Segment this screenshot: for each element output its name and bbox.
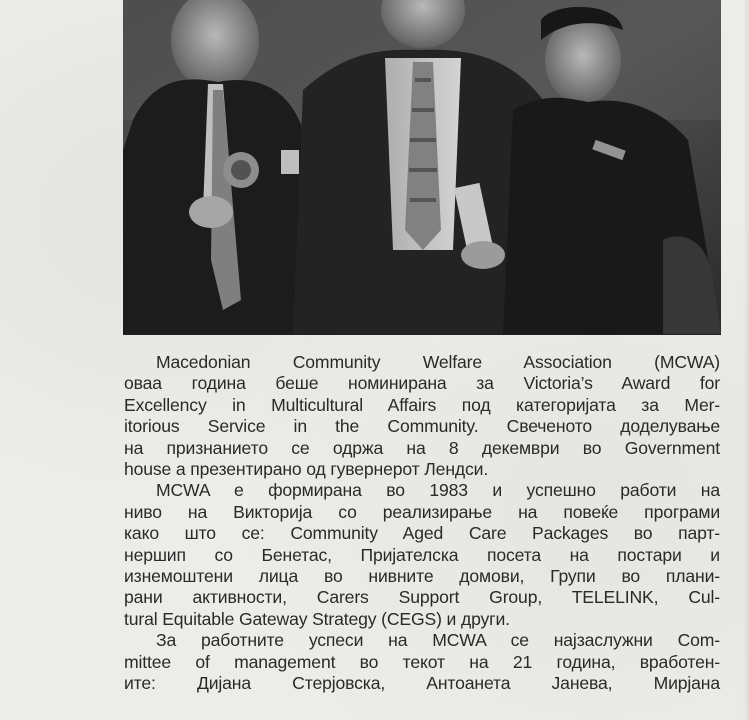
- page-edge-shadow: [743, 0, 749, 720]
- article-line: рани активности, Carers Support Group, TELELINK, Cul-: [124, 587, 720, 608]
- article-line: ниво на Викторија со реализирање на повеќе програми: [124, 501, 720, 522]
- article-body: [124, 352, 720, 695]
- article-line: нершип со Бенетас, Пријателска посета на постари и: [124, 544, 720, 565]
- article-line: како што се: Community Aged Care Packages во парт-: [124, 523, 720, 544]
- news-photo-image: [123, 0, 721, 334]
- article-paragraph-1: [124, 352, 720, 480]
- article-line: на признанието се одржа на 8 декември во Government: [124, 437, 720, 458]
- article-paragraph-3: [124, 630, 720, 694]
- article-line: tural Equitable Gateway Strategy (CEGS) и други.: [124, 608, 510, 629]
- article-paragraph-2: [124, 480, 720, 630]
- article-line: За работните успеси на MCWA се најзаслужни Com-: [156, 630, 720, 651]
- news-photo: [123, 0, 721, 335]
- article-line: itorious Service in the Community. Свеченото доделување: [124, 416, 720, 437]
- article-line: Excellency in Multicultural Affairs под категоријата за Mer-: [124, 394, 720, 415]
- article-line: изнемоштени лица во нивните домови, Групи во плани-: [124, 566, 720, 587]
- article-line: оваа година беше номинирана за Victoria’s Award for: [124, 373, 720, 394]
- article-line: ите: Дијана Стерјовска, Антоанета Јанева, Мирјана: [124, 673, 720, 694]
- article-line: Macedonian Community Welfare Association (MCWA): [156, 352, 720, 372]
- article-line: house а презентирано од гувернерот Лендси.: [124, 459, 489, 480]
- article-line: MCWA е формирана во 1983 и успешно работи на: [156, 480, 720, 501]
- article-line: mittee of management во текот на 21 година, вработен-: [124, 651, 720, 672]
